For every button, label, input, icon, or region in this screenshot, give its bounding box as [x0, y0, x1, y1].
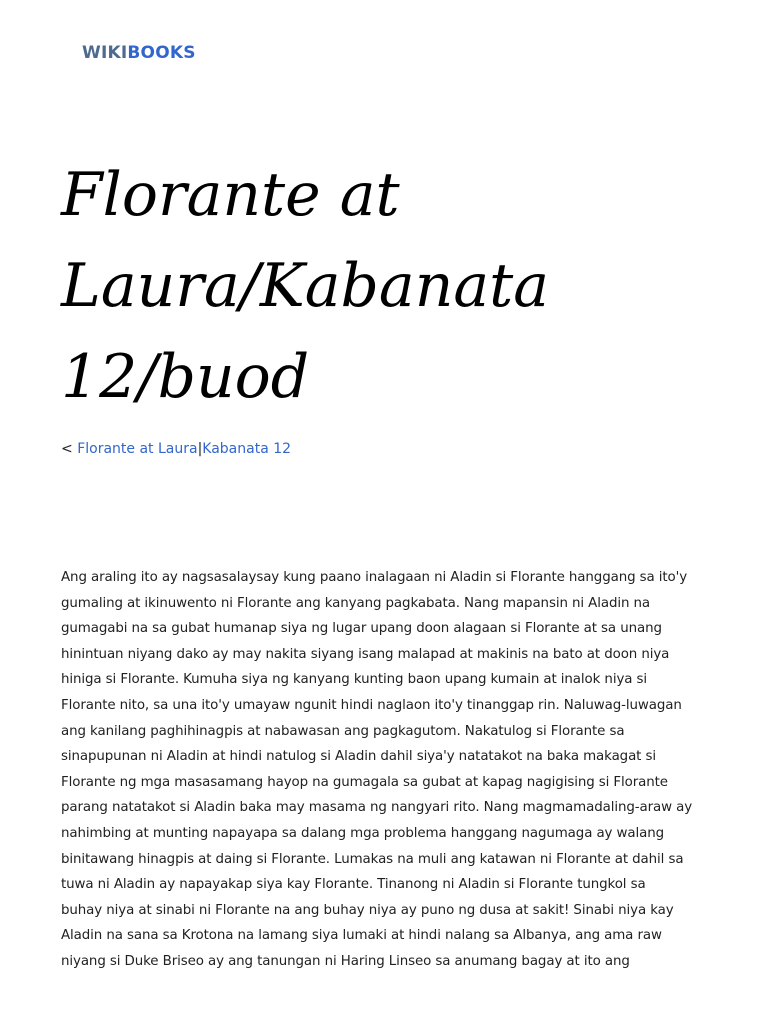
breadcrumb-prefix: < [61, 441, 73, 457]
body-line: gumagabi na sa gubat humanap siya ng lugar upang doon alagaan si Florante at sa unang [61, 621, 662, 637]
breadcrumb-link-florante-at-laura[interactable]: Florante at Laura [77, 441, 198, 457]
body-line: nahimbing at munting napayapa sa dalang mga problema hanggang nagumaga ay walang [61, 825, 665, 841]
article-body [61, 565, 711, 975]
body-line: Aladin na sana sa Krotona na lamang siya lumaki at hindi nalang sa Albanya, ang ama raw [61, 928, 662, 944]
page-title-line-1: Florante at [61, 160, 400, 230]
page-title [61, 150, 721, 423]
body-line: niyang si Duke Briseo ay ang tanungan ni Haring Linseo sa anumang bagay at ito ang [61, 953, 630, 969]
body-line: Florante nito, sa una ito'y umayaw ngunit hindi naglaon ito'y tinanggap rin. Naluwag-luwagan [61, 697, 682, 713]
body-line: buhay niya at sinabi ni Florante na ang buhay niya ay puno ng dusa at sakit! Sinabi niya kay [61, 902, 674, 918]
body-line: tuwa ni Aladin ay napayakap siya kay Florante. Tinanong ni Aladin si Florante tungkol sa [61, 877, 646, 893]
body-line: gumaling at ikinuwento ni Florante ang kanyang pagkabata. Nang mapansin ni Aladin na [61, 595, 650, 611]
body-line: sinapupunan ni Aladin at hindi natulog si Aladin dahil siya'y natatakot na baka makagat si [61, 749, 656, 765]
body-line: Ang araling ito ay nagsasalaysay kung paano inalagaan ni Aladin si Florante hanggang sa ito'y [61, 570, 688, 585]
brand-books-text: BOOKS [127, 43, 196, 63]
body-line: binitawang hinagpis at daing si Florante. Lumakas na muli ang katawan ni Florante at dahil sa [61, 851, 684, 867]
breadcrumb [61, 440, 291, 458]
breadcrumb-separator: | [197, 441, 203, 457]
breadcrumb-link-kabanata-12[interactable]: Kabanata 12 [202, 441, 292, 457]
body-line: hiniga si Florante. Kumuha siya ng kanyang kunting baon upang kumain at inalok niya si [61, 672, 648, 688]
wikibooks-logo-link[interactable] [82, 43, 196, 63]
page-title-line-2: Laura/Kabanata [61, 251, 549, 321]
page-title-line-3: 12/buod [61, 342, 310, 412]
body-line: Florante ng mga masasamang hayop na gumagala sa gubat at kapag nagigising si Florante [61, 774, 668, 790]
body-line: parang natatakot si Aladin baka may masama ng nangyari rito. Nang magmamadaling-araw ay [61, 800, 693, 816]
body-line: hinintuan niyang dako ay may nakita siyang isang malapad at makinis na bato at doon niya [61, 646, 670, 662]
body-line: ang kanilang paghihinagpis at nabawasan ang pagkagutom. Nakatulog si Florante sa [61, 723, 625, 739]
brand-wiki-text: WIKI [82, 43, 128, 63]
